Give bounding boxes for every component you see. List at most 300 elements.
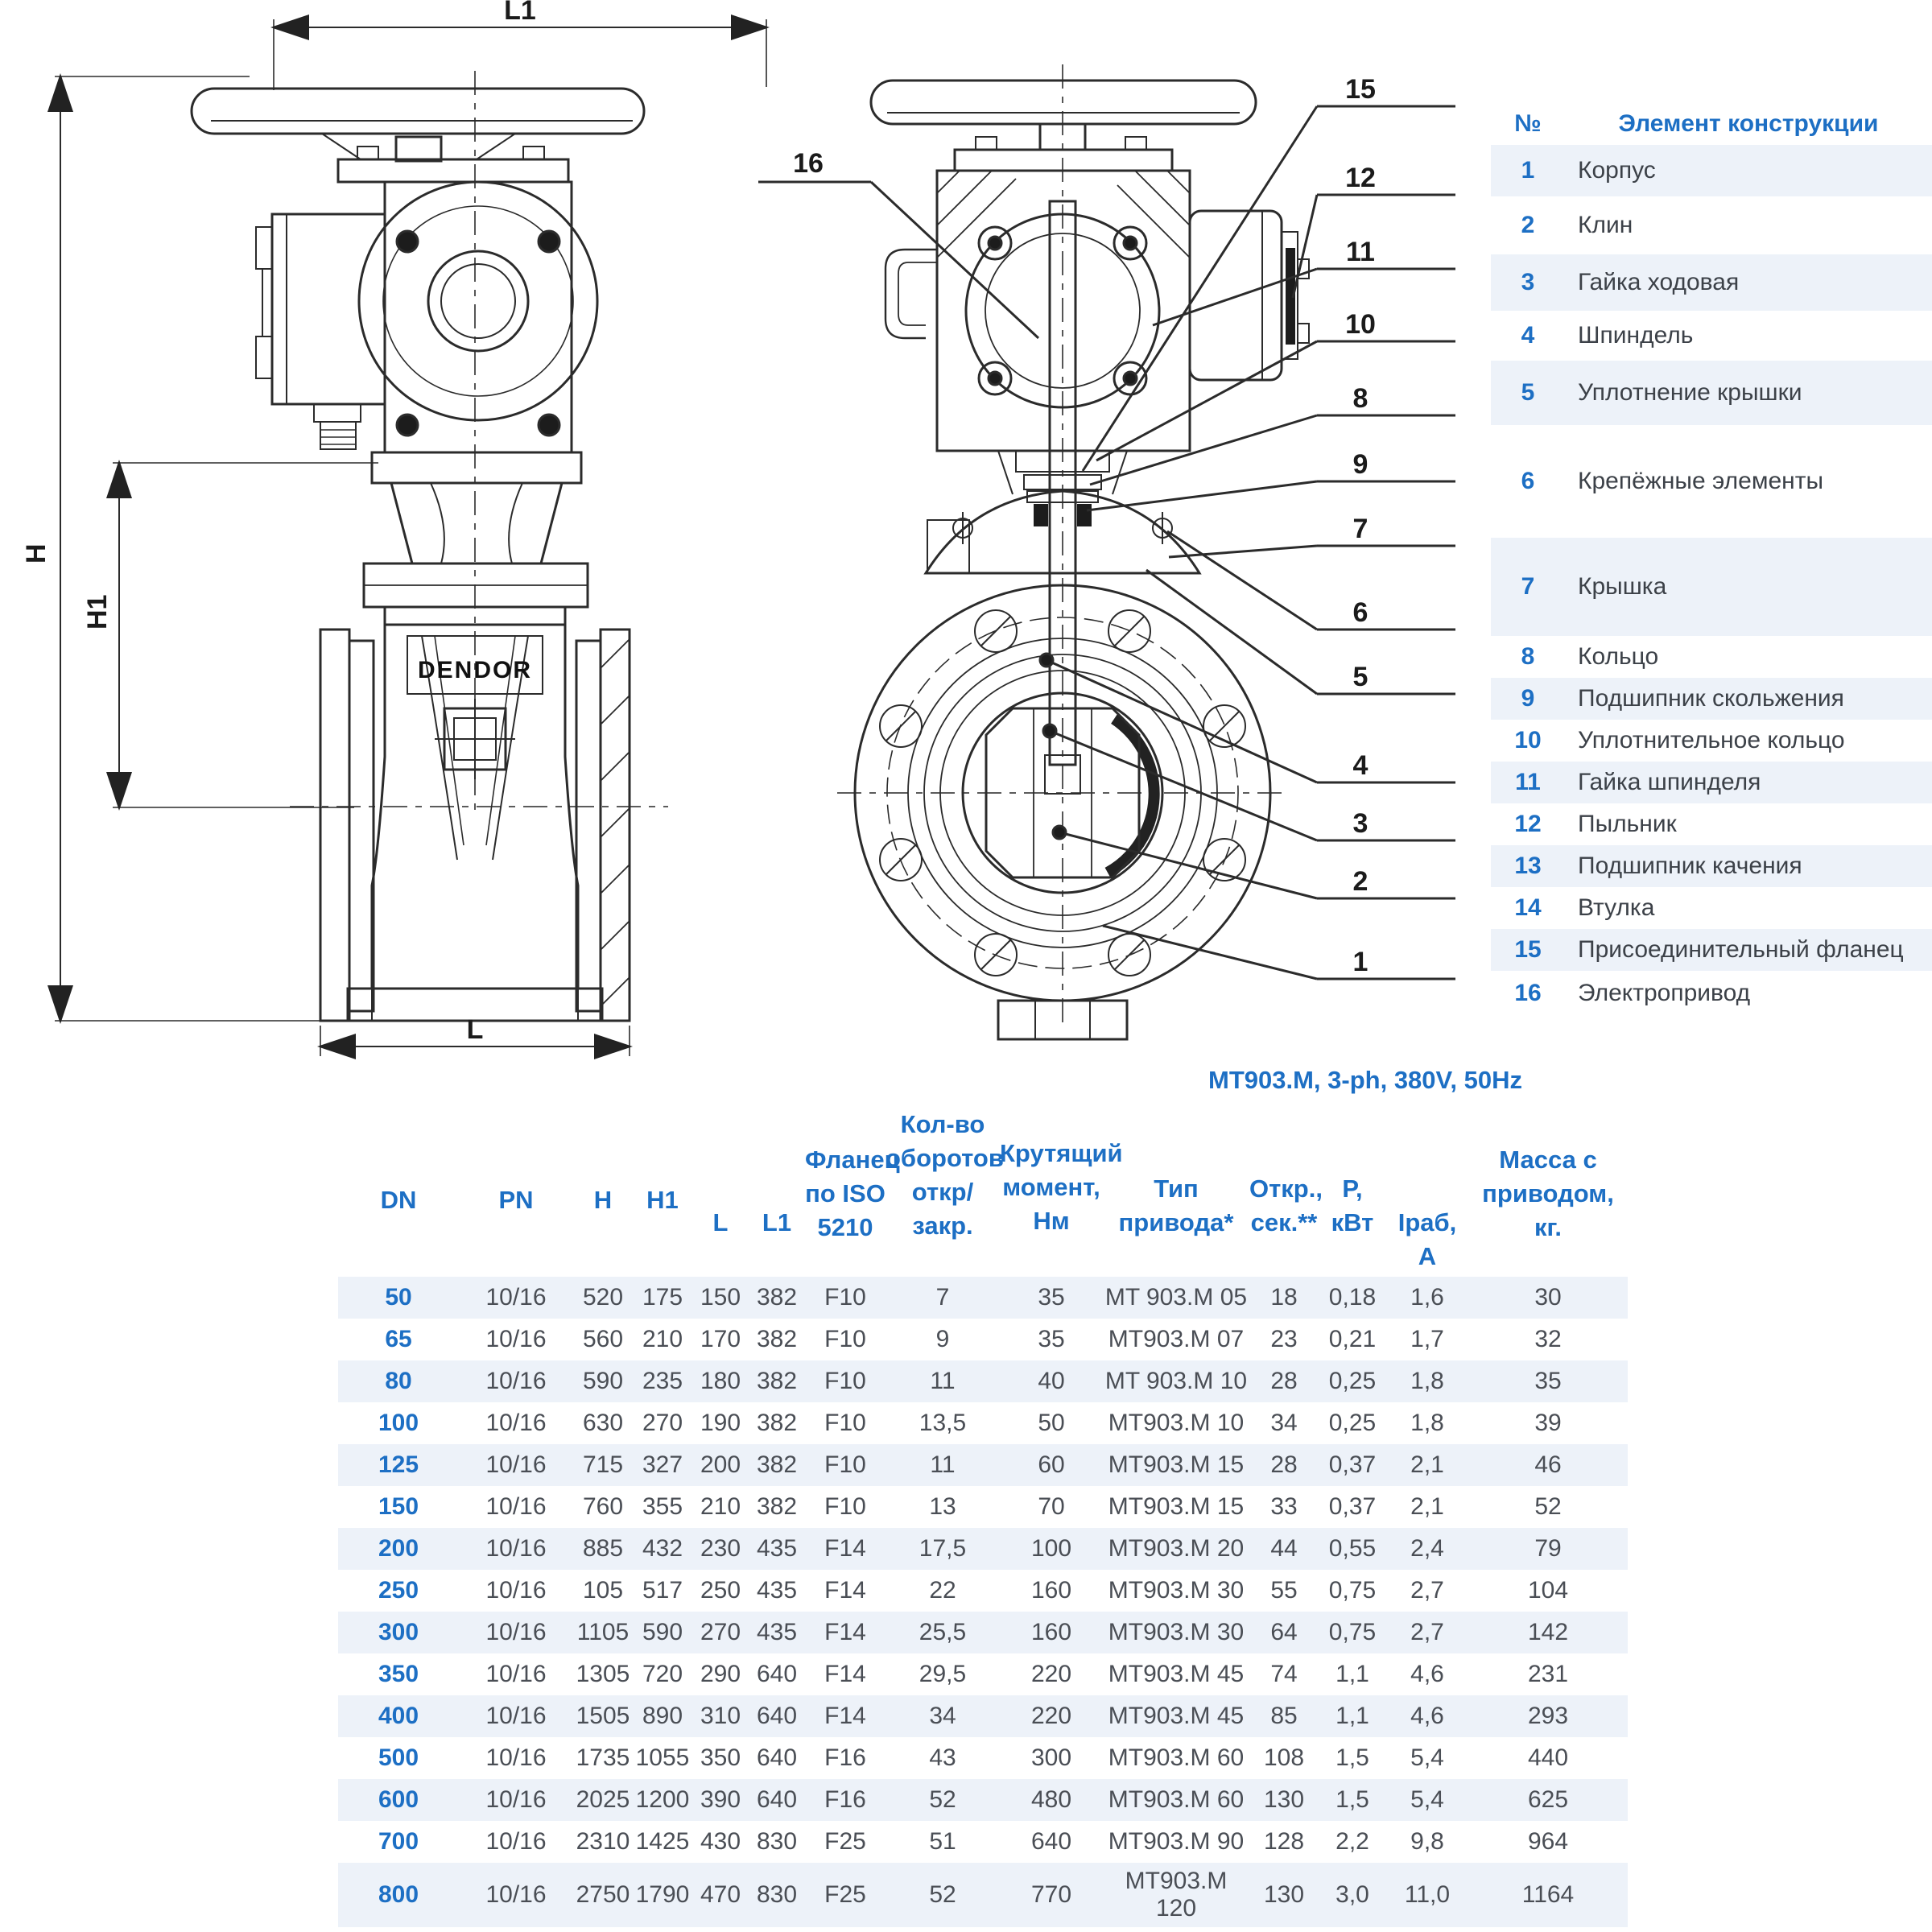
spec-cell-h1: 270 (642, 1410, 683, 1436)
spec-cell-h1: 1200 (635, 1786, 690, 1813)
spec-cell-h: 715 (582, 1451, 624, 1478)
handwheel-section (871, 80, 1256, 150)
spec-cell-i: 2,1 (1410, 1493, 1444, 1520)
spec-cell-h1: 235 (642, 1368, 683, 1394)
spec-cell-l: 190 (700, 1410, 741, 1436)
spec-cell-flange: F25 (824, 1828, 866, 1855)
spec-cell-i: 1,6 (1410, 1284, 1444, 1311)
spec-cell-torque: 160 (1030, 1577, 1072, 1604)
spec-cell-open: 85 (1270, 1703, 1298, 1729)
spec-cell-torque: 640 (1030, 1828, 1072, 1855)
spec-cell-drive: MT903.M 120 (1125, 1868, 1228, 1922)
spec-cell-p: 0,75 (1328, 1619, 1377, 1645)
legend-row-name: Электропривод (1578, 980, 1751, 1006)
spec-table-row (338, 1612, 1628, 1653)
legend-row (1491, 361, 1932, 425)
spec-cell-h1: 517 (642, 1577, 683, 1604)
spec-cell-l: 200 (700, 1451, 741, 1478)
col-header-l1: L1 (762, 1208, 792, 1236)
col-header-flange: Фланец по ISO 5210 (805, 1146, 900, 1241)
spec-cell-l: 270 (700, 1619, 741, 1645)
spec-cell-i: 5,4 (1410, 1786, 1444, 1813)
spec-cell-p: 0,25 (1328, 1368, 1377, 1394)
spec-table-row (338, 1653, 1628, 1695)
col-header-drive: Тип привода* (1118, 1174, 1234, 1236)
callout-15: 15 (1345, 74, 1376, 105)
spec-cell-drive: MT903.M 30 (1108, 1619, 1245, 1645)
callout-12: 12 (1345, 163, 1376, 193)
spec-cell-i: 5,4 (1410, 1744, 1444, 1771)
spec-table-row (338, 1402, 1628, 1444)
spec-cell-h1: 720 (642, 1661, 683, 1687)
spec-cell-open: 44 (1270, 1535, 1298, 1562)
callout-16: 16 (793, 148, 824, 179)
col-header-current: Iраб, А (1397, 1208, 1457, 1270)
spec-table-header (338, 1046, 1628, 1277)
spec-cell-pn: 10/16 (485, 1577, 547, 1604)
legend-row-name: Крепёжные элементы (1578, 468, 1824, 494)
legend-row-number: 6 (1521, 468, 1535, 494)
spec-cell-turns: 13 (929, 1493, 956, 1520)
legend-row-number: 8 (1521, 643, 1535, 670)
spec-cell-torque: 70 (1038, 1493, 1065, 1520)
spec-cell-turns: 29,5 (919, 1661, 967, 1687)
yoke-front (364, 483, 588, 625)
spec-cell-h: 2310 (576, 1828, 630, 1855)
spec-cell-pn: 10/16 (485, 1284, 547, 1311)
spec-cell-dn: 200 (378, 1535, 419, 1562)
spec-cell-dn: 65 (385, 1326, 412, 1352)
spec-cell-p: 2,2 (1335, 1828, 1369, 1855)
col-header-power: P, кВт (1331, 1174, 1374, 1236)
spec-group-header: MT903.M, 3-ph, 380V, 50Hz (1208, 1066, 1522, 1094)
spec-cell-open: 108 (1263, 1744, 1305, 1771)
spec-cell-drive: MT903.M 15 (1108, 1451, 1245, 1478)
spec-cell-mass: 440 (1527, 1744, 1569, 1771)
spec-cell-h: 590 (582, 1368, 624, 1394)
legend-row-number: 12 (1514, 811, 1542, 837)
spec-cell-open: 28 (1270, 1368, 1298, 1394)
legend-row-number: 1 (1521, 157, 1535, 184)
spec-cell-drive: MT 903.M 05 (1104, 1284, 1248, 1311)
spec-cell-h1: 590 (642, 1619, 683, 1645)
spec-cell-p: 0,25 (1328, 1410, 1377, 1436)
spec-cell-h1: 1055 (635, 1744, 690, 1771)
spec-cell-open: 18 (1270, 1284, 1298, 1311)
spec-cell-turns: 52 (929, 1786, 956, 1813)
spec-cell-torque: 100 (1030, 1535, 1072, 1562)
spec-cell-h: 1505 (576, 1703, 630, 1729)
spec-cell-dn: 100 (378, 1410, 419, 1436)
spec-cell-i: 2,7 (1410, 1577, 1444, 1604)
spec-cell-h1: 890 (642, 1703, 683, 1729)
spec-table-row (338, 1779, 1628, 1821)
spec-cell-l1: 640 (756, 1786, 798, 1813)
legend-row-name: Клин (1578, 212, 1633, 238)
callout-5: 5 (1352, 662, 1368, 692)
col-header-h1: H1 (646, 1186, 679, 1214)
spec-cell-pn: 10/16 (485, 1493, 547, 1520)
spec-cell-drive: MT903.M 07 (1108, 1326, 1245, 1352)
dim-label-l: L (466, 1014, 484, 1045)
spec-cell-h: 1305 (576, 1661, 630, 1687)
spec-cell-drive: MT903.M 90 (1108, 1828, 1245, 1855)
spec-cell-i: 2,4 (1410, 1535, 1444, 1562)
brand-logo: DENDOR (417, 657, 533, 683)
legend-row-name: Кольцо (1578, 643, 1659, 670)
spec-cell-mass: 30 (1534, 1284, 1562, 1311)
spec-cell-l: 170 (700, 1326, 741, 1352)
callout-9: 9 (1352, 449, 1368, 480)
spec-cell-flange: F25 (824, 1881, 866, 1908)
spec-cell-dn: 350 (378, 1661, 419, 1687)
spec-cell-h1: 175 (642, 1284, 683, 1311)
spec-cell-flange: F16 (824, 1786, 866, 1813)
spec-cell-flange: F10 (824, 1284, 866, 1311)
spec-cell-pn: 10/16 (485, 1410, 547, 1436)
spec-cell-l1: 382 (756, 1368, 798, 1394)
spec-cell-drive: MT903.M 30 (1108, 1577, 1245, 1604)
spec-cell-open: 74 (1270, 1661, 1298, 1687)
spec-cell-turns: 22 (929, 1577, 956, 1604)
spec-table-row (338, 1570, 1628, 1612)
spec-table-row (338, 1319, 1628, 1360)
spec-cell-i: 11,0 (1404, 1881, 1451, 1908)
spec-cell-dn: 400 (378, 1703, 419, 1729)
spec-cell-l1: 382 (756, 1451, 798, 1478)
legend-row-number: 13 (1514, 852, 1542, 879)
legend-row (1491, 425, 1932, 538)
spec-cell-i: 1,7 (1410, 1326, 1444, 1352)
callout-6: 6 (1352, 597, 1368, 628)
legend-row (1491, 971, 1932, 1016)
spec-cell-dn: 50 (385, 1284, 412, 1311)
spec-cell-flange: F14 (824, 1535, 866, 1562)
legend-row-number: 11 (1515, 769, 1541, 795)
spec-cell-l1: 435 (756, 1535, 798, 1562)
spec-cell-flange: F14 (824, 1661, 866, 1687)
spec-cell-l1: 382 (756, 1284, 798, 1311)
spec-cell-turns: 13,5 (919, 1410, 967, 1436)
spec-cell-p: 1,5 (1335, 1786, 1369, 1813)
spec-cell-torque: 35 (1038, 1326, 1065, 1352)
spec-cell-p: 0,21 (1328, 1326, 1377, 1352)
legend-row-name: Крышка (1578, 573, 1667, 600)
callout-3: 3 (1352, 808, 1368, 839)
dim-label-h: H (21, 543, 52, 564)
spec-cell-l1: 830 (756, 1828, 798, 1855)
spec-cell-turns: 7 (935, 1284, 950, 1311)
legend-body (1491, 145, 1932, 1016)
spec-table-row (338, 1528, 1628, 1570)
spec-cell-p: 0,75 (1328, 1577, 1377, 1604)
spec-cell-l1: 382 (756, 1326, 798, 1352)
spec-cell-pn: 10/16 (485, 1451, 547, 1478)
spec-cell-pn: 10/16 (485, 1786, 547, 1813)
spec-cell-torque: 770 (1030, 1881, 1072, 1908)
spec-cell-l: 210 (700, 1493, 741, 1520)
legend-row (1491, 803, 1932, 845)
spec-cell-mass: 231 (1527, 1661, 1569, 1687)
spec-cell-h1: 432 (642, 1535, 683, 1562)
spec-cell-i: 1,8 (1410, 1368, 1444, 1394)
spec-cell-p: 3,0 (1335, 1881, 1369, 1908)
spec-cell-h1: 355 (642, 1493, 683, 1520)
spec-cell-mass: 46 (1534, 1451, 1562, 1478)
spec-cell-p: 0,37 (1328, 1451, 1377, 1478)
spec-cell-h: 2750 (576, 1881, 630, 1908)
spec-table-row (338, 1360, 1628, 1402)
spec-cell-turns: 34 (929, 1703, 956, 1729)
spec-cell-torque: 220 (1030, 1661, 1072, 1687)
callout-2: 2 (1352, 866, 1368, 897)
spec-cell-open: 128 (1263, 1828, 1305, 1855)
spec-cell-open: 23 (1270, 1326, 1298, 1352)
spec-cell-open: 55 (1270, 1577, 1298, 1604)
spec-cell-pn: 10/16 (485, 1619, 547, 1645)
spec-cell-h: 560 (582, 1326, 624, 1352)
legend-row-name: Корпус (1578, 157, 1656, 184)
parts-legend-table (1491, 103, 1932, 1016)
spec-table-row (338, 1863, 1628, 1927)
col-header-mass: Масса с приводом, кг. (1482, 1146, 1614, 1241)
legend-row-name: Подшипник скольжения (1578, 685, 1844, 712)
spec-cell-turns: 17,5 (919, 1535, 967, 1562)
spec-cell-torque: 50 (1038, 1410, 1065, 1436)
callout-7: 7 (1352, 514, 1368, 544)
spec-cell-mass: 625 (1527, 1786, 1569, 1813)
legend-row (1491, 678, 1932, 720)
legend-row (1491, 145, 1932, 196)
col-header-pn: PN (498, 1186, 534, 1214)
spec-cell-pn: 10/16 (485, 1744, 547, 1771)
spec-cell-turns: 9 (935, 1326, 950, 1352)
spec-cell-torque: 60 (1038, 1451, 1065, 1478)
spec-cell-l: 230 (700, 1535, 741, 1562)
spec-cell-flange: F10 (824, 1493, 866, 1520)
dim-label-l1: L1 (504, 0, 536, 26)
spec-cell-torque: 40 (1038, 1368, 1065, 1394)
spec-cell-flange: F14 (824, 1703, 866, 1729)
legend-row (1491, 887, 1932, 929)
legend-row (1491, 720, 1932, 762)
spec-cell-h1: 1790 (635, 1881, 690, 1908)
spec-cell-flange: F10 (824, 1326, 866, 1352)
spec-cell-torque: 35 (1038, 1284, 1065, 1311)
spec-cell-open: 33 (1270, 1493, 1298, 1520)
spec-cell-drive: MT903.M 20 (1108, 1535, 1245, 1562)
spec-cell-l: 430 (700, 1828, 741, 1855)
col-header-h: H (593, 1186, 613, 1214)
spec-cell-mass: 1164 (1521, 1881, 1575, 1908)
legend-row (1491, 538, 1932, 636)
legend-row-name: Гайка шпинделя (1578, 769, 1761, 795)
handwheel-front (192, 89, 644, 161)
legend-row-name: Уплотнение крышки (1578, 379, 1802, 406)
legend-row (1491, 636, 1932, 678)
spec-cell-h: 2025 (576, 1786, 630, 1813)
legend-row-name: Шпиндель (1578, 322, 1694, 349)
spec-cell-p: 0,18 (1328, 1284, 1377, 1311)
spec-cell-dn: 150 (378, 1493, 419, 1520)
spec-cell-h1: 1425 (635, 1828, 690, 1855)
spec-cell-drive: MT903.M 45 (1108, 1661, 1245, 1687)
spec-cell-l1: 830 (756, 1881, 798, 1908)
actuator-section (886, 150, 1309, 451)
spec-cell-mass: 52 (1534, 1493, 1562, 1520)
spec-cell-mass: 35 (1534, 1368, 1562, 1394)
spec-cell-h: 520 (582, 1284, 624, 1311)
spec-cell-turns: 52 (929, 1881, 956, 1908)
spec-cell-h: 105 (582, 1577, 624, 1604)
spec-cell-l1: 382 (756, 1493, 798, 1520)
legend-row-name: Втулка (1578, 894, 1655, 921)
spec-cell-l1: 640 (756, 1661, 798, 1687)
spec-cell-dn: 250 (378, 1577, 419, 1604)
spec-cell-p: 1,5 (1335, 1744, 1369, 1771)
legend-row-name: Пыльник (1578, 811, 1677, 837)
spec-cell-drive: MT903.M 60 (1108, 1786, 1245, 1813)
spec-cell-mass: 32 (1534, 1326, 1562, 1352)
spec-cell-torque: 160 (1030, 1619, 1072, 1645)
legend-row-number: 14 (1514, 894, 1542, 921)
spec-cell-i: 4,6 (1410, 1661, 1444, 1687)
callout-8: 8 (1352, 383, 1368, 414)
spec-cell-flange: F10 (824, 1368, 866, 1394)
legend-row-name: Гайка ходовая (1578, 269, 1740, 295)
spec-cell-pn: 10/16 (485, 1368, 547, 1394)
spec-cell-torque: 220 (1030, 1703, 1072, 1729)
spec-cell-p: 1,1 (1335, 1703, 1369, 1729)
legend-row-number: 5 (1521, 379, 1535, 406)
spec-cell-l: 290 (700, 1661, 741, 1687)
legend-row-number: 3 (1521, 269, 1535, 295)
spec-cell-pn: 10/16 (485, 1535, 547, 1562)
legend-row (1491, 196, 1932, 254)
spec-cell-mass: 293 (1527, 1703, 1569, 1729)
spec-cell-l1: 435 (756, 1619, 798, 1645)
section-view-drawing (758, 64, 1455, 1039)
spec-cell-i: 2,1 (1410, 1451, 1444, 1478)
spec-cell-flange: F14 (824, 1619, 866, 1645)
spec-cell-drive: MT 903.M 10 (1104, 1368, 1248, 1394)
spec-cell-dn: 80 (385, 1368, 412, 1394)
spec-cell-turns: 11 (930, 1451, 956, 1478)
spec-cell-p: 0,37 (1328, 1493, 1377, 1520)
spec-cell-h: 760 (582, 1493, 624, 1520)
legend-row-number: 9 (1521, 685, 1535, 712)
spec-cell-flange: F10 (824, 1410, 866, 1436)
spec-cell-turns: 43 (929, 1744, 956, 1771)
spec-cell-i: 2,7 (1410, 1619, 1444, 1645)
spec-cell-dn: 800 (378, 1881, 419, 1908)
callout-4: 4 (1352, 750, 1368, 781)
spec-cell-h: 1105 (576, 1619, 630, 1645)
spec-cell-dn: 125 (378, 1451, 419, 1478)
legend-row (1491, 254, 1932, 311)
spec-cell-h1: 210 (642, 1326, 683, 1352)
legend-row (1491, 929, 1932, 971)
col-header-open: Откр., сек.** (1249, 1174, 1323, 1236)
legend-row-number: 16 (1514, 980, 1542, 1006)
spec-cell-open: 64 (1270, 1619, 1298, 1645)
spec-cell-l: 150 (700, 1284, 741, 1311)
spec-cell-torque: 480 (1030, 1786, 1072, 1813)
spec-cell-dn: 600 (378, 1786, 419, 1813)
spec-cell-drive: MT903.M 60 (1108, 1744, 1245, 1771)
spec-cell-l1: 640 (756, 1703, 798, 1729)
spec-cell-flange: F16 (824, 1744, 866, 1771)
col-header-dn: DN (380, 1186, 417, 1214)
legend-row-number: 4 (1521, 322, 1535, 349)
spec-cell-h: 630 (582, 1410, 624, 1436)
col-header-l: L (712, 1208, 729, 1236)
spec-cell-mass: 142 (1527, 1619, 1569, 1645)
spec-table-row (338, 1444, 1628, 1486)
col-header-turns: Кол-во оборотов откр/закр. (886, 1110, 1004, 1240)
callout-11: 11 (1346, 237, 1375, 267)
spec-cell-flange: F14 (824, 1577, 866, 1604)
spec-cell-l: 310 (700, 1703, 741, 1729)
spec-cell-drive: MT903.M 15 (1108, 1493, 1245, 1520)
spec-cell-pn: 10/16 (485, 1828, 547, 1855)
callout-10: 10 (1345, 309, 1376, 340)
spec-cell-l1: 435 (756, 1577, 798, 1604)
spec-table-row (338, 1737, 1628, 1779)
spec-cell-turns: 11 (930, 1368, 956, 1394)
spec-table (338, 1046, 1628, 1932)
spec-cell-drive: MT903.M 45 (1108, 1703, 1245, 1729)
spec-cell-dn: 700 (378, 1828, 419, 1855)
spec-cell-mass: 964 (1527, 1828, 1569, 1855)
spec-table-row (338, 1486, 1628, 1528)
spec-cell-h: 885 (582, 1535, 624, 1562)
spec-cell-torque: 300 (1030, 1744, 1072, 1771)
spec-cell-mass: 104 (1527, 1577, 1569, 1604)
spec-cell-open: 28 (1270, 1451, 1298, 1478)
legend-header-row (1491, 103, 1932, 145)
callout-1: 1 (1352, 947, 1368, 977)
spec-table-body (338, 1277, 1628, 1927)
spec-cell-h: 1735 (576, 1744, 630, 1771)
spec-cell-l: 470 (700, 1881, 741, 1908)
legend-row (1491, 762, 1932, 803)
spec-cell-open: 34 (1270, 1410, 1298, 1436)
spec-cell-dn: 300 (378, 1619, 419, 1645)
spec-cell-l: 180 (700, 1368, 741, 1394)
spec-cell-l: 250 (700, 1577, 741, 1604)
spec-cell-turns: 25,5 (919, 1619, 967, 1645)
spec-cell-h1: 327 (642, 1451, 683, 1478)
legend-row-number: 7 (1521, 573, 1535, 600)
spec-table-row (338, 1821, 1628, 1863)
legend-row (1491, 845, 1932, 887)
legend-row-number: 10 (1514, 727, 1542, 753)
flange-hatching (601, 639, 630, 1006)
dim-label-h1: H1 (82, 594, 113, 630)
spec-cell-open: 130 (1263, 1786, 1305, 1813)
legend-row (1491, 311, 1932, 361)
front-view-drawing (21, 0, 766, 1056)
spec-cell-pn: 10/16 (485, 1703, 547, 1729)
spec-cell-dn: 500 (378, 1744, 419, 1771)
spec-cell-i: 9,8 (1410, 1828, 1444, 1855)
legend-row-name: Присоединительный фланец (1578, 936, 1904, 963)
spec-cell-drive: MT903.M 10 (1108, 1410, 1245, 1436)
spec-cell-pn: 10/16 (485, 1326, 547, 1352)
spec-cell-i: 4,6 (1410, 1703, 1444, 1729)
spec-cell-pn: 10/16 (485, 1881, 547, 1908)
